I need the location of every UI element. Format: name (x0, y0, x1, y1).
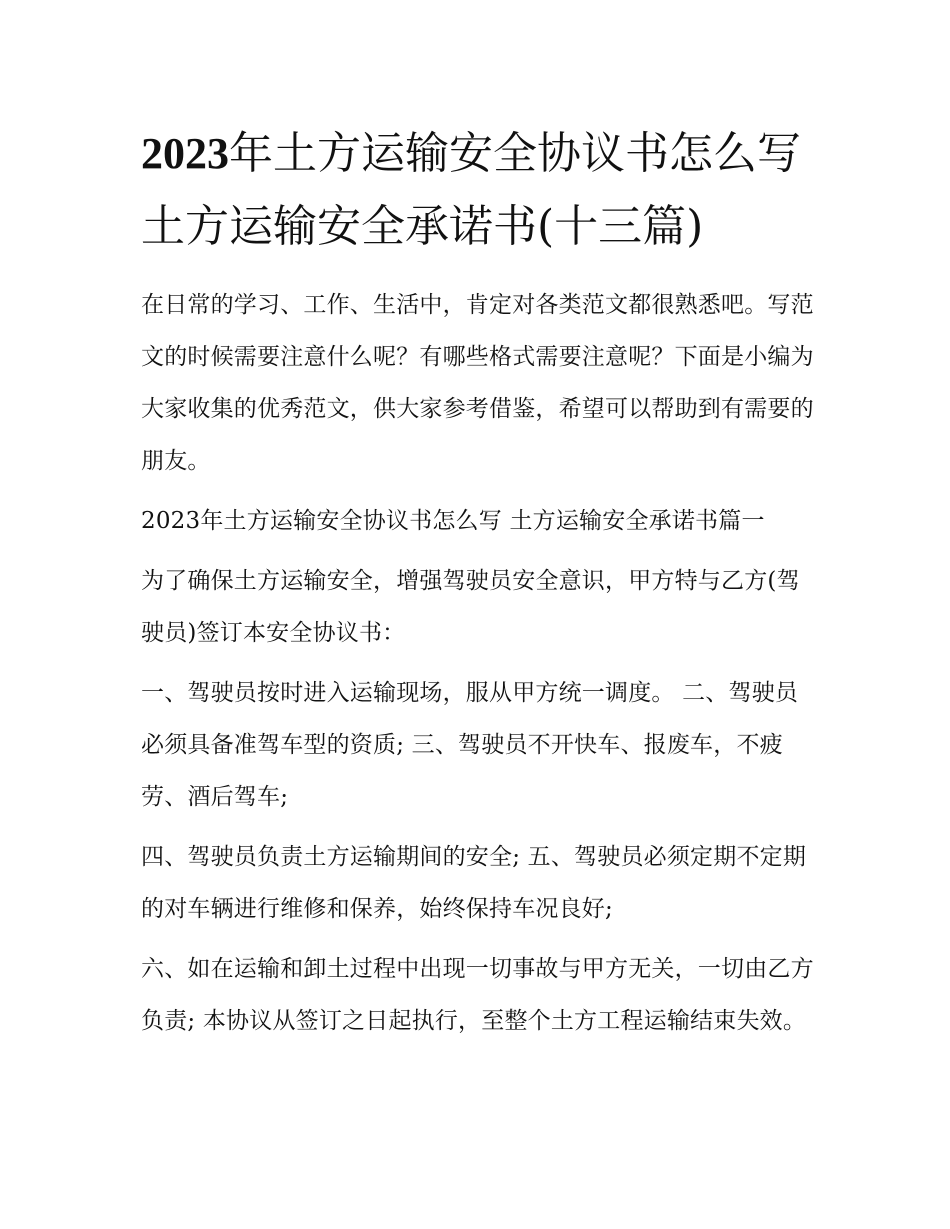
intro-paragraph: 在日常的学习、工作、生活中，肯定对各类范文都很熟悉吧。写范文的时候需要注意什么呢？有哪些格式需要注意呢？下面是小编为大家收集的优秀范文，供大家参考借鉴，希望可以帮助到有需要的朋友。 (141, 292, 814, 474)
document-body (141, 117, 821, 1055)
document-title (141, 117, 821, 263)
body-paragraph: 四、驾驶员负责土方运输期间的安全; 五、驾驶员必须定期不定期的对车辆进行维修和保养，始终保持车况良好; (141, 844, 807, 922)
title-year: 2023 (141, 129, 229, 178)
body-paragraph: 为了确保土方运输安全，增强驾驶员安全意识，甲方特与乙方(驾驶员)签订本安全协议书： (141, 568, 800, 646)
section-heading: 2023年土方运输安全协议书怎么写 土方运输安全承诺书篇一 (141, 508, 765, 534)
body-paragraph: 六、如在运输和卸土过程中出现一切事故与甲方无关，一切由乙方负责; 本协议从签订之日起执行，至整个土方工程运输结束失效。 (141, 956, 814, 1034)
body-paragraph: 一、驾驶员按时进入运输现场，服从甲方统一调度。 二、驾驶员必须具备准驾车型的资质; 三、驾驶员不开快车、报废车，不疲劳、酒后驾车; (141, 680, 799, 810)
title-text: 年土方运输安全协议书怎么写 土方运输安全承诺书(十三篇) (141, 128, 801, 252)
